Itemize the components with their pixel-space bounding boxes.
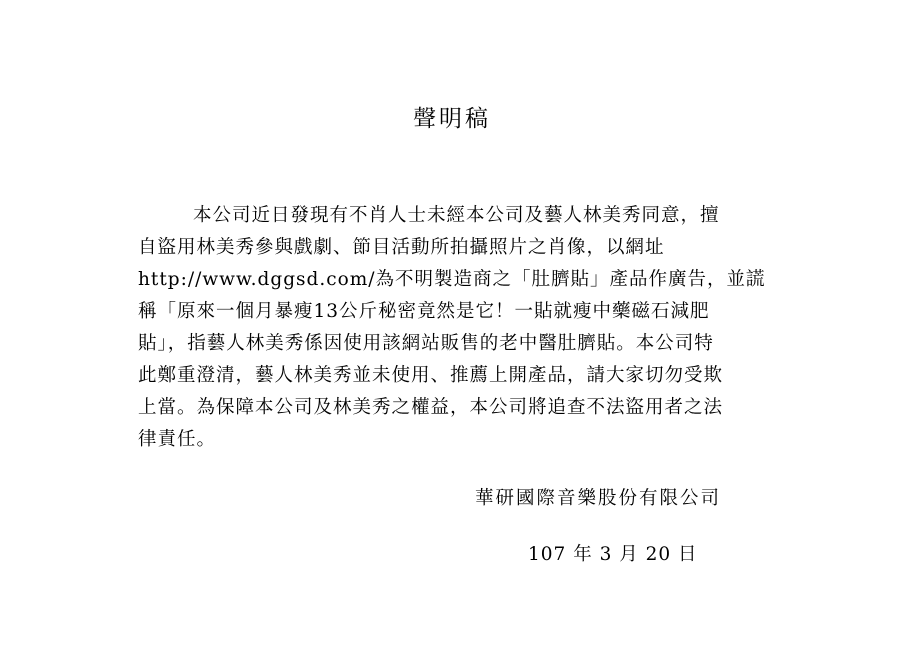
body-line: 此鄭重澄清，藝人林美秀並未使用、推薦上開產品，請大家切勿受欺 bbox=[138, 365, 724, 386]
body-line: 貼」，指藝人林美秀係因使用該網站販售的老中醫肚臍貼。本公司特 bbox=[138, 333, 714, 354]
body-line: http://www.dggsd.com/為不明製造商之「肚臍貼」產品作廣告，並謊 bbox=[138, 269, 766, 290]
body-line: 本公司近日發現有不肖人士未經本公司及藝人林美秀同意，擅 bbox=[193, 205, 720, 226]
body-line: 律責任。 bbox=[138, 429, 217, 450]
body-line: 稱「原來一個月暴瘦13公斤秘密竟然是它！一貼就瘦中藥磁石減肥 bbox=[138, 301, 710, 322]
signature-date: 107 年 3 月 20 日 bbox=[528, 544, 698, 565]
signature-company: 華研國際音樂股份有限公司 bbox=[475, 488, 722, 509]
statement-body bbox=[138, 200, 778, 456]
document-title: 聲明稿 bbox=[413, 106, 491, 132]
body-line: 上當。為保障本公司及林美秀之權益，本公司將追查不法盜用者之法 bbox=[138, 397, 724, 418]
body-line: 自盜用林美秀參與戲劇、節目活動所拍攝照片之肖像，以網址 bbox=[138, 237, 665, 258]
